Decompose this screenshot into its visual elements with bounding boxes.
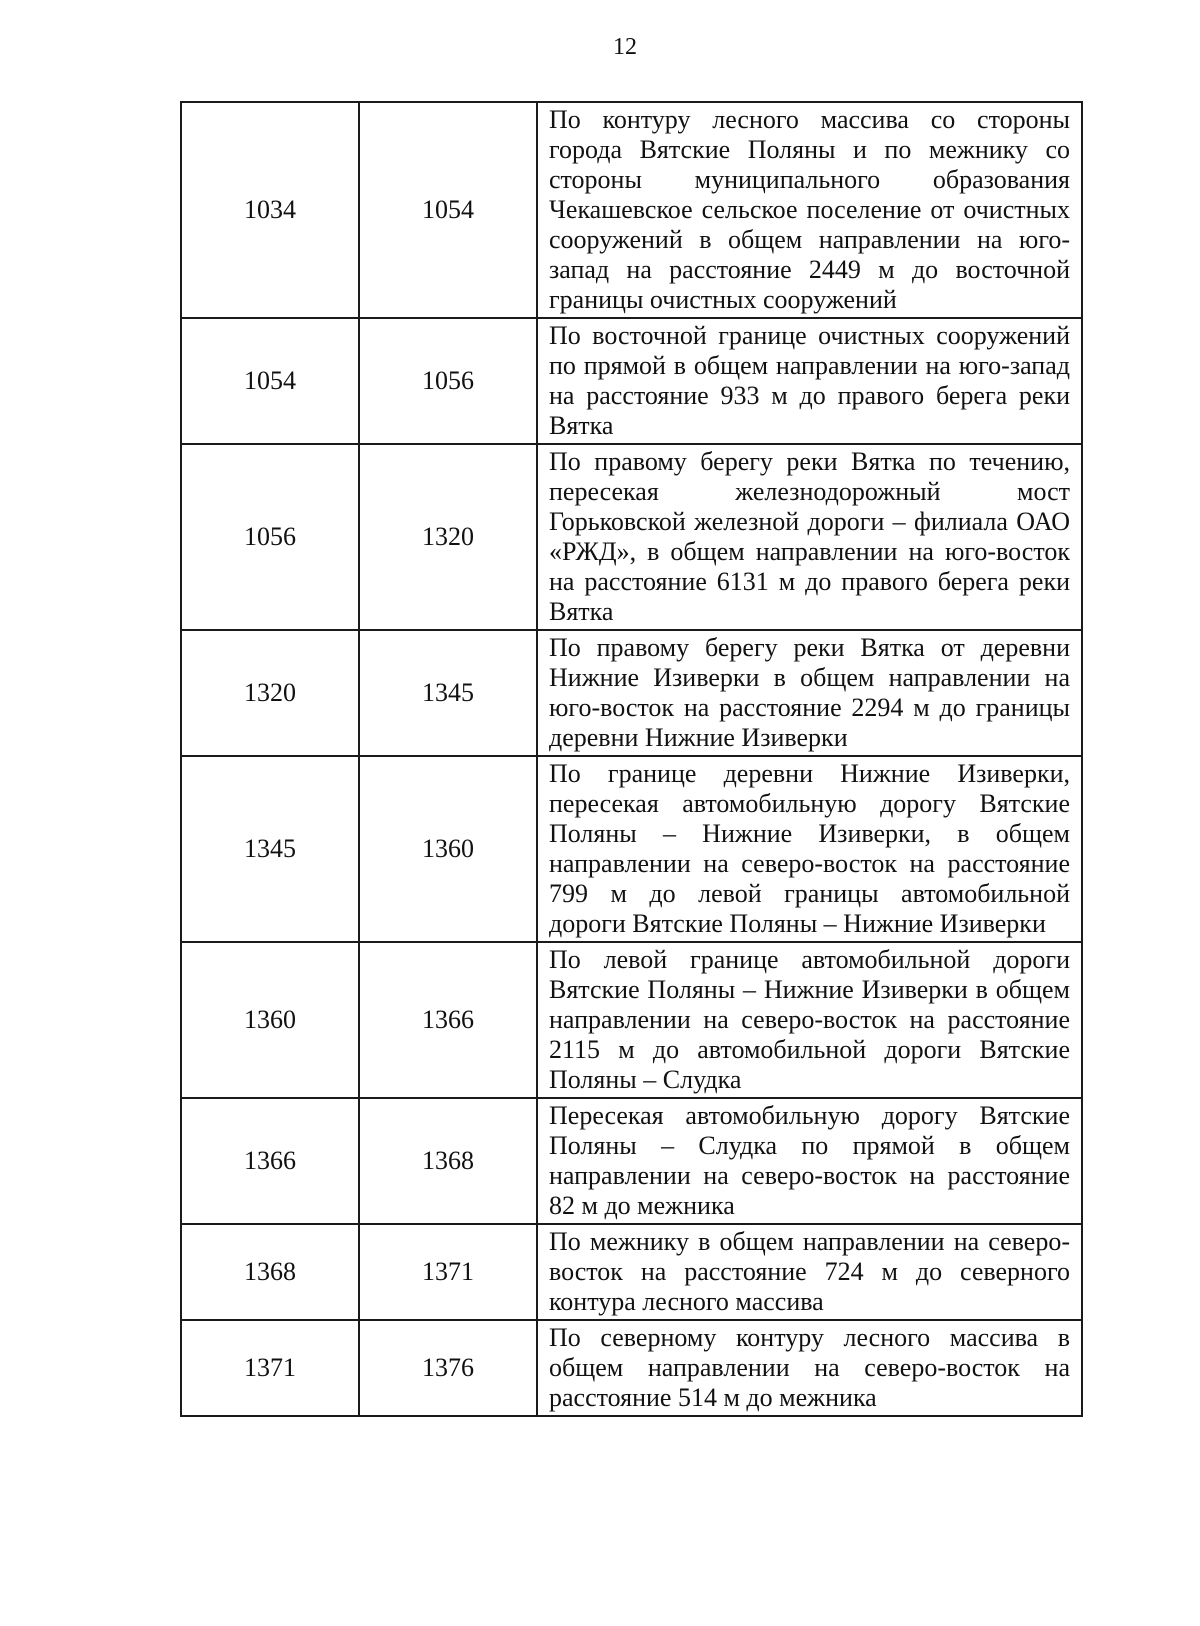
table-row [181,318,1082,444]
table-row [181,1320,1082,1416]
description-cell: По северному контуру лесного массива в общем направлении на северо-восток на расстояние 514 м до межника [537,1320,1082,1416]
to-point-cell: 1366 [359,942,537,1098]
from-point-cell: 1320 [181,630,359,756]
table-row [181,102,1082,318]
to-point-cell: 1376 [359,1320,537,1416]
table-row [181,1224,1082,1320]
to-point-cell: 1345 [359,630,537,756]
to-point-cell: 1056 [359,318,537,444]
to-point-cell: 1360 [359,756,537,942]
from-point-cell: 1056 [181,444,359,630]
description-cell: По правому берегу реки Вятка от деревни Нижние Изиверки в общем направлении на юго-восток на расстояние 2294 м до границы деревни Нижние Изиверки [537,630,1082,756]
from-point-cell: 1368 [181,1224,359,1320]
from-point-cell: 1366 [181,1098,359,1224]
to-point-cell: 1368 [359,1098,537,1224]
description-cell: По правому берегу реки Вятка по течению, пересекая железнодорожный мост Горьковской железной дороги – филиала ОАО «РЖД», в общем направлении на юго-восток на расстояние 6131 м до правого берега реки Вятка [537,444,1082,630]
from-point-cell: 1054 [181,318,359,444]
table-row [181,1098,1082,1224]
table-row [181,942,1082,1098]
description-cell: По восточной границе очистных сооружений по прямой в общем направлении на юго-запад на расстояние 933 м до правого берега реки Вятка [537,318,1082,444]
from-point-cell: 1034 [181,102,359,318]
to-point-cell: 1371 [359,1224,537,1320]
from-point-cell: 1360 [181,942,359,1098]
description-cell: По межнику в общем направлении на северо-восток на расстояние 724 м до северного контура лесного массива [537,1224,1082,1320]
to-point-cell: 1054 [359,102,537,318]
table-row [181,630,1082,756]
table-row [181,756,1082,942]
from-point-cell: 1371 [181,1320,359,1416]
page-number: 12 [613,34,637,60]
to-point-cell: 1320 [359,444,537,630]
from-point-cell: 1345 [181,756,359,942]
boundary-table [180,101,1083,1417]
boundary-table-body [181,102,1082,1416]
description-cell: По границе деревни Нижние Изиверки, пересекая автомобильную дорогу Вятские Поляны – Нижние Изиверки, в общем направлении на северо-восток на расстояние 799 м до левой границы автомобильной дороги Вятские Поляны – Нижние Изиверки [537,756,1082,942]
description-cell: Пересекая автомобильную дорогу Вятские Поляны – Слудка по прямой в общем направлении на северо-восток на расстояние 82 м до межника [537,1098,1082,1224]
description-cell: По левой границе автомобильной дороги Вятские Поляны – Нижние Изиверки в общем направлении на северо-восток на расстояние 2115 м до автомобильной дороги Вятские Поляны – Слудка [537,942,1082,1098]
description-cell: По контуру лесного массива со стороны города Вятские Поляны и по межнику со стороны муниципального образования Чекашевское сельское поселение от очистных сооружений в общем направлении на юго-запад на расстояние 2449 м до восточной границы очистных сооружений [537,102,1082,318]
table-row [181,444,1082,630]
